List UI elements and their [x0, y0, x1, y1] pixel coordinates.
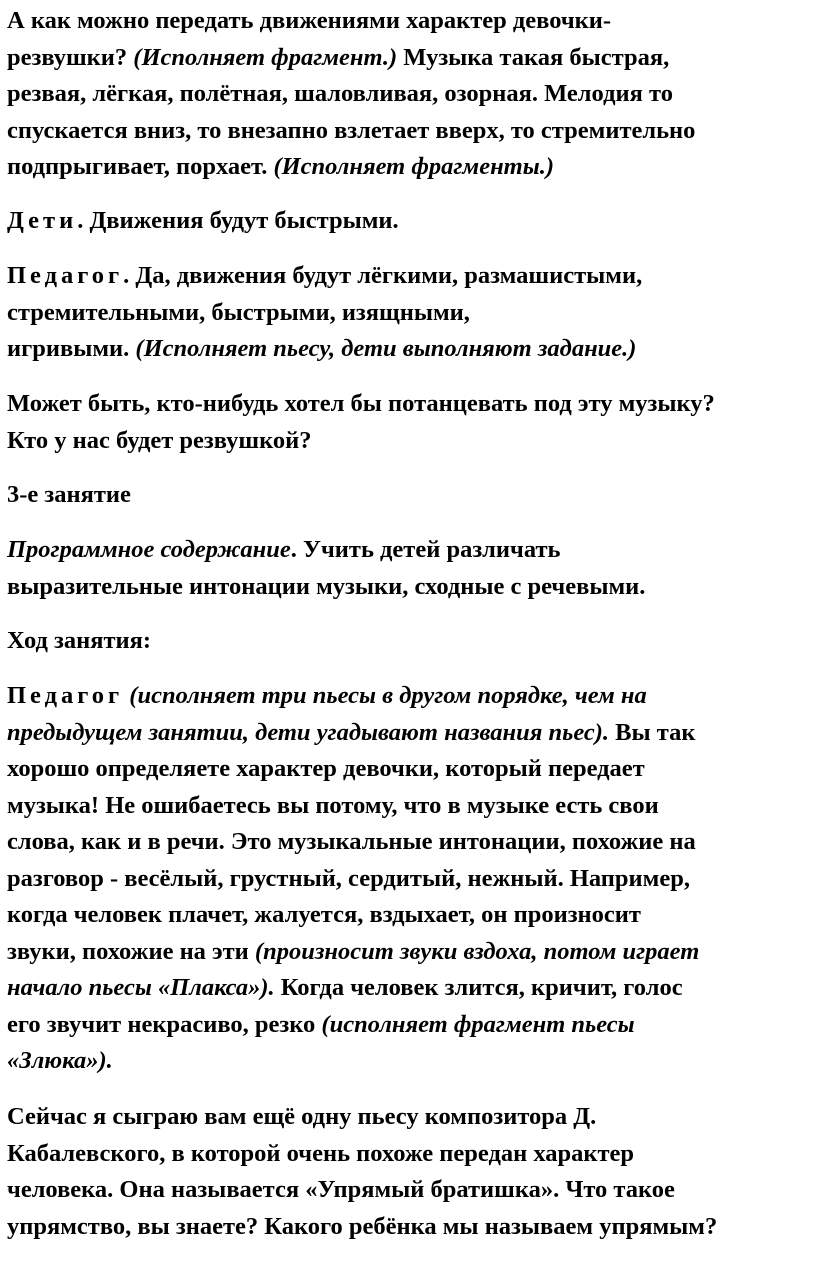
- text-line: [7, 331, 642, 368]
- italic-stage-direction: предыдущем занятии, дети угадывают названия пьес).: [7, 718, 610, 746]
- text-line: [7, 40, 695, 77]
- text-line: [7, 1099, 717, 1136]
- paragraph-dance-question: [7, 386, 715, 459]
- speaker-name: Педагог: [7, 682, 124, 709]
- paragraph-program-content: [7, 532, 645, 605]
- text-line: [7, 1209, 717, 1246]
- text-line: [7, 788, 699, 825]
- text-line: [7, 824, 699, 861]
- text-line: [7, 203, 399, 240]
- italic-stage-direction: (Исполняет пьесу, дети выполняют задание.): [135, 335, 637, 362]
- speaker-name: Педагог: [7, 262, 124, 289]
- text-run: когда человек плачет, жалуется, вздыхает, он произносит: [7, 901, 641, 928]
- text-run: . Учить детей различать: [290, 536, 561, 563]
- italic-stage-direction: (исполняет фрагмент пьесы: [321, 1010, 635, 1038]
- italic-stage-direction: (исполняет три пьесы в другом порядке, чем на: [129, 682, 647, 709]
- text-run: резвушки?: [7, 43, 134, 71]
- text-run: разговор - весёлый, грустный, сердитый, нежный. Например,: [7, 864, 690, 892]
- italic-stage-direction: «Злюка»).: [7, 1047, 113, 1074]
- text-run: игривыми.: [7, 335, 136, 362]
- text-run: Вы так: [609, 718, 696, 746]
- text-run: Когда человек злится, кричит, голос: [274, 974, 683, 1001]
- text-run: хорошо определяете характер девочки, который передает: [7, 755, 645, 782]
- lesson-flow-heading: [7, 623, 151, 660]
- text-line: [7, 423, 715, 460]
- italic-stage-direction: (Исполняет фрагменты.): [273, 153, 555, 180]
- text-run: слова, как и в речи. Это музыкальные интонации, похожие на: [7, 828, 696, 855]
- text-run: А как можно передать движениями характер девочки-: [7, 7, 612, 34]
- text-line: [7, 861, 699, 898]
- italic-stage-direction: (Исполняет фрагмент.): [133, 43, 398, 71]
- text-line: [7, 934, 699, 971]
- text-run: . Да, движения будут лёгкими, размашистыми,: [123, 262, 643, 289]
- text-run: Ход занятия:: [7, 627, 152, 654]
- text-line: [7, 678, 699, 715]
- text-line: [7, 532, 645, 569]
- text-run: резвая, лёгкая, полётная, шаловливая, озорная. Мелодия то: [7, 80, 673, 107]
- text-line: [7, 569, 645, 606]
- text-run: человека. Она называется «Упрямый братишка». Что такое: [7, 1176, 675, 1203]
- text-run: Может быть, кто-нибудь хотел бы потанцевать под эту музыку?: [7, 390, 715, 417]
- text-line: [7, 386, 715, 423]
- text-line: [7, 3, 695, 40]
- text-run: Сейчас я сыграю вам ещё одну пьесу композитора Д.: [7, 1103, 597, 1130]
- text-run: Кто у нас будет резвушкой?: [7, 426, 312, 454]
- text-line: [7, 715, 699, 752]
- text-line: [7, 897, 699, 934]
- paragraph-children-answer: [7, 203, 399, 240]
- paragraph-stubborn-brother: [7, 1099, 717, 1245]
- text-line: [7, 623, 151, 660]
- text-run: звуки, похожие на эти: [7, 937, 255, 965]
- text-run: упрямство, вы знаете? Какого ребёнка мы называем упрямым?: [7, 1212, 718, 1240]
- text-run: выразительные интонации музыки, сходные с речевыми.: [7, 572, 646, 600]
- text-run: стремительными, быстрыми, изящными,: [7, 298, 470, 326]
- italic-stage-direction: (произносит звуки вздоха, потом играет: [254, 937, 700, 965]
- text-line: [7, 751, 699, 788]
- text-line: [7, 149, 695, 186]
- text-line: [7, 258, 642, 295]
- text-line: [7, 1043, 699, 1080]
- text-run: подпрыгивает, порхает.: [7, 153, 274, 180]
- text-run: музыка! Не ошибаетесь вы потому, что в музыке есть свои: [7, 791, 659, 819]
- text-run: 3-е занятие: [7, 481, 131, 508]
- text-run: Кабалевского, в которой очень похоже передан характер: [7, 1139, 635, 1167]
- text-line: [7, 76, 695, 113]
- text-run: его звучит некрасиво, резко: [7, 1010, 322, 1038]
- text-run: спускается вниз, то внезапно взлетает вверх, то стремительно: [7, 116, 696, 144]
- italic-stage-direction: начало пьесы «Плакса»).: [7, 974, 275, 1001]
- text-line: [7, 295, 642, 332]
- text-run: . Движения будут быстрыми.: [77, 207, 399, 234]
- text-line: [7, 1007, 699, 1044]
- text-line: [7, 970, 699, 1007]
- text-line: [7, 1136, 717, 1173]
- text-line: [7, 1172, 717, 1209]
- text-line: [7, 113, 695, 150]
- text-line: [7, 477, 131, 514]
- paragraph-teacher-intonations: [7, 678, 699, 1080]
- text-run: Музыка такая быстрая,: [397, 43, 670, 71]
- italic-stage-direction: Программное содержание: [7, 536, 291, 563]
- paragraph-teacher-answer: [7, 258, 642, 368]
- lesson-heading: [7, 477, 131, 514]
- paragraph-fidget-character: [7, 3, 695, 186]
- speaker-name: Дети: [7, 207, 78, 234]
